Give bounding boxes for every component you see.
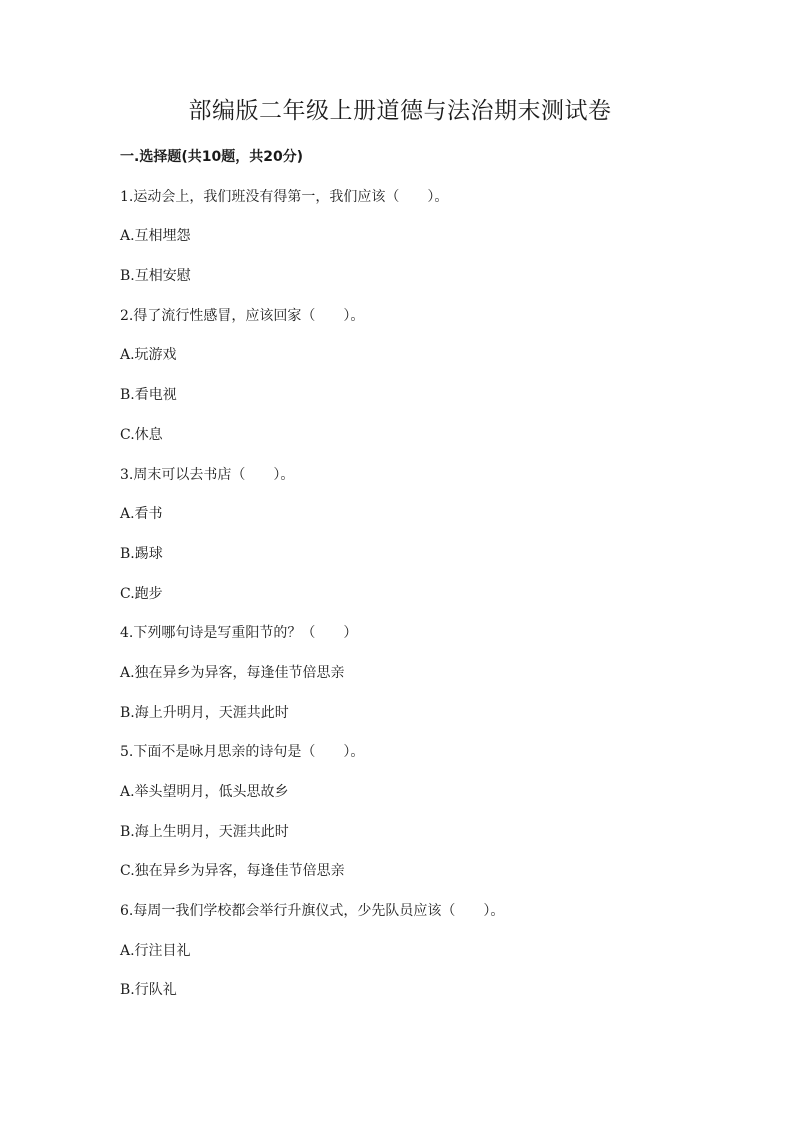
question-4-option-b: B.海上升明月，天涯共此时	[120, 704, 289, 721]
question-5-option-c: C.独在异乡为异客，每逢佳节倍思亲	[120, 863, 345, 880]
exam-content	[120, 146, 760, 1019]
question-1-option-b: B.互相安慰	[120, 268, 191, 285]
question-5-option-b: B.海上生明月，天涯共此时	[120, 823, 289, 840]
question-5: 5.下面不是咏月思亲的诗句是（ ）。	[120, 744, 365, 761]
question-4-option-a: A.独在异乡为异客，每逢佳节倍思亲	[120, 664, 345, 681]
page-title: 部编版二年级上册道德与法治期末测试卷	[188, 98, 612, 124]
question-3-option-b: B.踢球	[120, 545, 163, 562]
question-5-option-a: A.举头望明月，低头思故乡	[120, 784, 289, 800]
question-2-option-b: B.看电视	[120, 387, 177, 404]
question-1-option-a: A.互相埋怨	[120, 228, 191, 245]
question-2-option-a: A.玩游戏	[120, 347, 177, 364]
question-3: 3.周末可以去书店（ ）。	[120, 466, 295, 483]
question-3-option-a: A.看书	[120, 506, 163, 523]
question-4: 4.下列哪句诗是写重阳节的？（ ）	[120, 625, 358, 642]
question-6: 6.每周一我们学校都会举行升旗仪式，少先队员应该（ ）。	[120, 903, 505, 920]
section-header: 一.选择题(共10题，共20分)	[120, 149, 304, 165]
question-2: 2.得了流行性感冒，应该回家（ ）。	[120, 307, 365, 324]
question-6-option-a: A.行注目礼	[120, 942, 191, 959]
question-1: 1.运动会上，我们班没有得第一，我们应该（ ）。	[120, 188, 449, 205]
question-6-option-b: B.行队礼	[120, 982, 177, 999]
question-3-option-c: C.跑步	[120, 585, 163, 602]
question-2-option-c: C.休息	[120, 426, 163, 443]
